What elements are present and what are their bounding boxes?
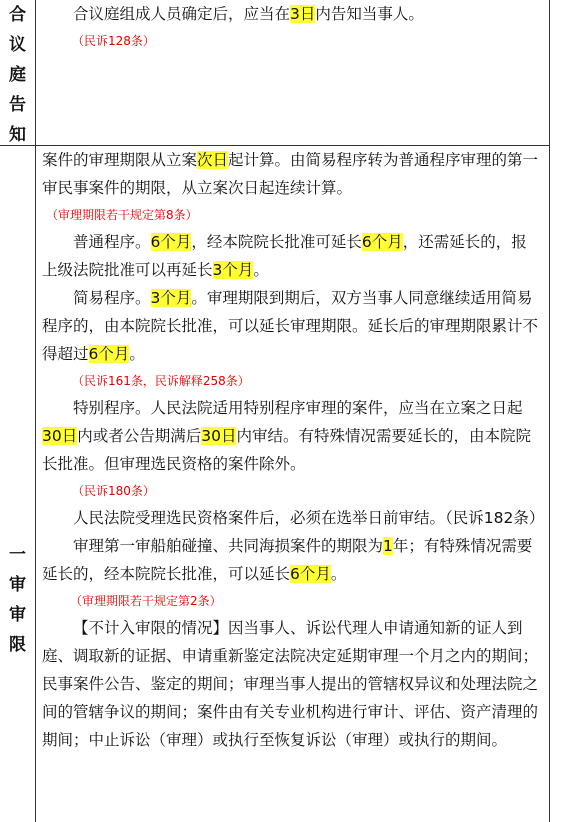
section-label-collegial-notice xyxy=(0,0,35,150)
legal-reference: （民诉161条，民诉解释258条） xyxy=(72,374,250,388)
section-label-first-instance-term xyxy=(0,540,35,660)
label-char: 庭 xyxy=(9,65,26,85)
label-char: 一 xyxy=(9,545,26,565)
highlight: 30日 xyxy=(42,427,78,445)
label-char: 告 xyxy=(9,95,26,115)
highlight: 30日 xyxy=(201,427,237,445)
paragraph: 人民法院受理选民资格案件后，必须在选举日前审结。（民诉182条） xyxy=(73,509,545,527)
highlight: 3日 xyxy=(290,5,316,23)
legal-reference: （审理期限若干规定第8条） xyxy=(46,208,198,222)
legal-reference: （民诉180条） xyxy=(72,484,155,498)
paragraph: 【不计入审限的情况】因当事人、诉讼代理人申请通知新的证人到庭、调取新的证据、申请重新鉴定法院决定延期审理一个月之内的期间；民事案件公告、鉴定的期间；审理当事人提出的管辖权异议和处理法院之间的管辖争议的期间；案件由有关专业机构进行审计、评估、资产清理的期间；中止诉讼（审理）或执行至恢复诉讼（审理）或执行的期间。 xyxy=(42,619,539,749)
paragraph: 简易程序。3个月。审理期限到期后，双方当事人同意继续适用简易程序的，由本院院长批准，可以延长审理期限。延长后的审理期限累计不得超过6个月。 xyxy=(42,289,539,363)
paragraph: 审理第一审船舶碰撞、共同海损案件的期限为1年；有特殊情况需要延长的，经本院院长批准，可以延长6个月。 xyxy=(42,537,533,583)
label-char: 限 xyxy=(9,635,26,655)
label-char: 议 xyxy=(9,35,26,55)
highlight: 6个月 xyxy=(361,233,403,251)
label-char: 审 xyxy=(9,575,26,595)
table-right-border xyxy=(549,0,550,822)
label-char: 审 xyxy=(9,605,26,625)
highlight: 6个月 xyxy=(290,565,331,583)
highlight: 6个月 xyxy=(88,345,130,363)
column-divider xyxy=(35,0,36,822)
highlight: 6个月 xyxy=(150,233,192,251)
legal-reference: （审理期限若干规定第2条） xyxy=(70,594,222,608)
paragraph: 案件的审理期限从立案次日起计算。由简易程序转为普通程序审理的第一审民事案件的期限，从立案次日起连续计算。 xyxy=(42,151,539,197)
legal-reference: （民诉128条） xyxy=(72,34,155,48)
section-content-first-instance-term xyxy=(42,146,545,754)
paragraph: 特别程序。人民法院适用特别程序审理的案件，应当在立案之日起30日内或者公告期满后30日内审结。有特殊情况需要延长的，由本院院长批准。但审理选民资格的案件除外。 xyxy=(42,399,531,473)
section-content-collegial-notice xyxy=(42,0,542,54)
highlight: 次日 xyxy=(197,151,229,169)
highlight: 1 xyxy=(383,537,393,555)
highlight: 3个月 xyxy=(212,261,254,279)
paragraph: 合议庭组成人员确定后，应当在3日内告知当事人。 xyxy=(73,5,424,23)
label-char: 合 xyxy=(9,5,26,25)
highlight: 3个月 xyxy=(150,289,192,307)
paragraph: 普通程序。6个月，经本院院长批准可延长6个月，还需延长的，报上级法院批准可以再延长3个月。 xyxy=(42,233,527,279)
label-char: 知 xyxy=(9,125,26,145)
